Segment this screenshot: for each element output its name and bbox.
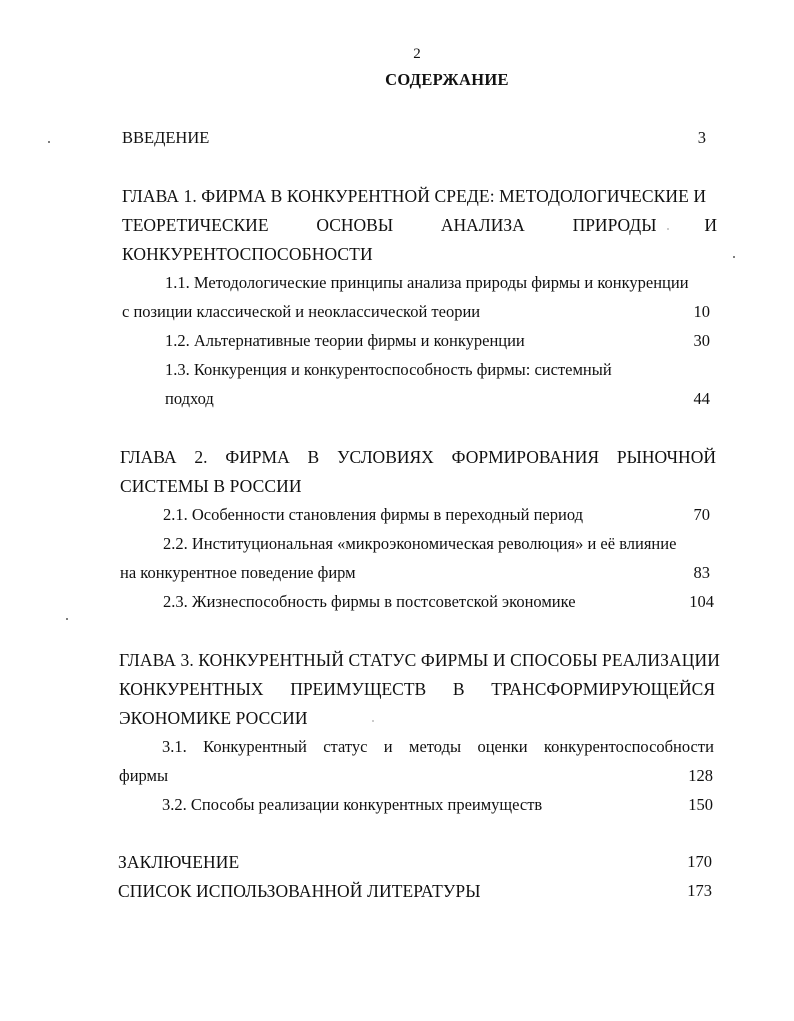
- page-title: СОДЕРЖАНИЕ: [385, 70, 509, 89]
- section-2-2-line-1[interactable]: 2.2. Институциональная «микроэкономическая революция» и её влияние: [163, 534, 677, 553]
- scan-speck: [372, 720, 374, 722]
- heading-word: ПРЕИМУЩЕСТВ: [290, 679, 427, 699]
- heading-word: РЫНОЧНОЙ: [616, 447, 716, 467]
- chapter-3-heading-line-3[interactable]: ЭКОНОМИКЕ РОССИИ: [119, 708, 308, 728]
- chapter-3-heading-line-1[interactable]: ГЛАВА 3. КОНКУРЕНТНЫЙ СТАТУС ФИРМЫ И СПОСОБЫ РЕАЛИЗАЦИИ: [119, 650, 720, 670]
- scan-speck: [48, 141, 50, 143]
- chapter-3-heading-line-2[interactable]: [119, 679, 715, 699]
- toc-page-conclusion: 170: [687, 852, 712, 871]
- page-number: 2: [413, 46, 421, 62]
- heading-word: И: [704, 215, 717, 235]
- scan-speck: [733, 256, 735, 258]
- heading-word: В: [452, 679, 465, 699]
- toc-entry-conclusion[interactable]: ЗАКЛЮЧЕНИЕ: [118, 852, 240, 872]
- section-2-1[interactable]: 2.1. Особенности становления фирмы в переходный период: [163, 505, 583, 524]
- heading-word: ФИРМА: [225, 447, 290, 467]
- section-word: Конкурентный: [203, 737, 307, 756]
- section-1-1-line-1[interactable]: 1.1. Методологические принципы анализа природы фирмы и конкуренции: [165, 273, 689, 292]
- scan-speck: [66, 618, 68, 620]
- scan-speck: [667, 228, 669, 230]
- heading-word: ТЕОРЕТИЧЕСКИЕ: [122, 215, 269, 235]
- heading-word: КОНКУРЕНТНЫХ: [119, 679, 264, 699]
- toc-page-2-1: 70: [693, 505, 710, 524]
- section-1-3-line-1[interactable]: 1.3. Конкуренция и конкурентоспособность фирмы: системный: [165, 360, 612, 379]
- chapter-2-heading-line-1[interactable]: [120, 447, 716, 467]
- section-2-3[interactable]: 2.3. Жизнеспособность фирмы в постсоветской экономике: [163, 592, 576, 611]
- section-2-2-line-2[interactable]: на конкурентное поведение фирм: [120, 563, 356, 582]
- section-3-1-line-1[interactable]: [162, 737, 714, 757]
- section-3-1-line-2[interactable]: фирмы: [119, 766, 169, 785]
- toc-page-2-3: 104: [689, 592, 714, 611]
- chapter-2-heading-line-2[interactable]: СИСТЕМЫ В РОССИИ: [120, 476, 302, 496]
- section-word: и: [383, 737, 393, 756]
- section-1-3-line-2[interactable]: подход: [165, 389, 214, 408]
- heading-word: ПРИРОДЫ: [572, 215, 657, 235]
- heading-word: УСЛОВИЯХ: [337, 447, 434, 467]
- toc-entry-references[interactable]: СПИСОК ИСПОЛЬЗОВАННОЙ ЛИТЕРАТУРЫ: [118, 881, 481, 901]
- chapter-1-heading-line-3[interactable]: КОНКУРЕНТОСПОСОБНОСТИ: [122, 244, 373, 264]
- heading-word: ОСНОВЫ: [316, 215, 394, 235]
- chapter-1-heading-line-1[interactable]: ГЛАВА 1. ФИРМА В КОНКУРЕНТНОЙ СРЕДЕ: МЕТОДОЛОГИЧЕСКИЕ И: [122, 186, 707, 206]
- section-word: методы: [409, 737, 462, 756]
- heading-word: В: [307, 447, 320, 467]
- heading-word: ТРАНСФОРМИРУЮЩЕЙСЯ: [491, 679, 715, 699]
- toc-page-3-1: 128: [688, 766, 713, 785]
- section-word: оценки: [477, 737, 528, 756]
- toc-page-1-2: 30: [693, 331, 710, 350]
- section-word: конкурентоспособности: [543, 737, 714, 756]
- section-3-2[interactable]: 3.2. Способы реализации конкурентных преимуществ: [162, 795, 543, 814]
- section-1-1-line-2[interactable]: с позиции классической и неоклассической теории: [122, 302, 481, 321]
- toc-page-1-3: 44: [693, 389, 710, 408]
- toc-page-introduction: 3: [697, 128, 706, 147]
- section-word: статус: [323, 737, 368, 756]
- chapter-1-heading-line-2[interactable]: [122, 215, 717, 235]
- section-word: 3.1.: [162, 737, 187, 756]
- toc-page-3-2: 150: [688, 795, 713, 814]
- heading-word: АНАЛИЗА: [440, 215, 525, 235]
- heading-word: ФОРМИРОВАНИЯ: [451, 447, 600, 467]
- heading-word: 2.: [194, 447, 208, 467]
- toc-page-references: 173: [687, 881, 712, 900]
- section-1-2[interactable]: 1.2. Альтернативные теории фирмы и конкуренции: [165, 331, 525, 350]
- heading-word: ГЛАВА: [120, 447, 177, 467]
- toc-page-2-2: 83: [693, 563, 710, 582]
- toc-entry-introduction[interactable]: ВВЕДЕНИЕ: [122, 128, 210, 147]
- toc-page-1-1: 10: [693, 302, 710, 321]
